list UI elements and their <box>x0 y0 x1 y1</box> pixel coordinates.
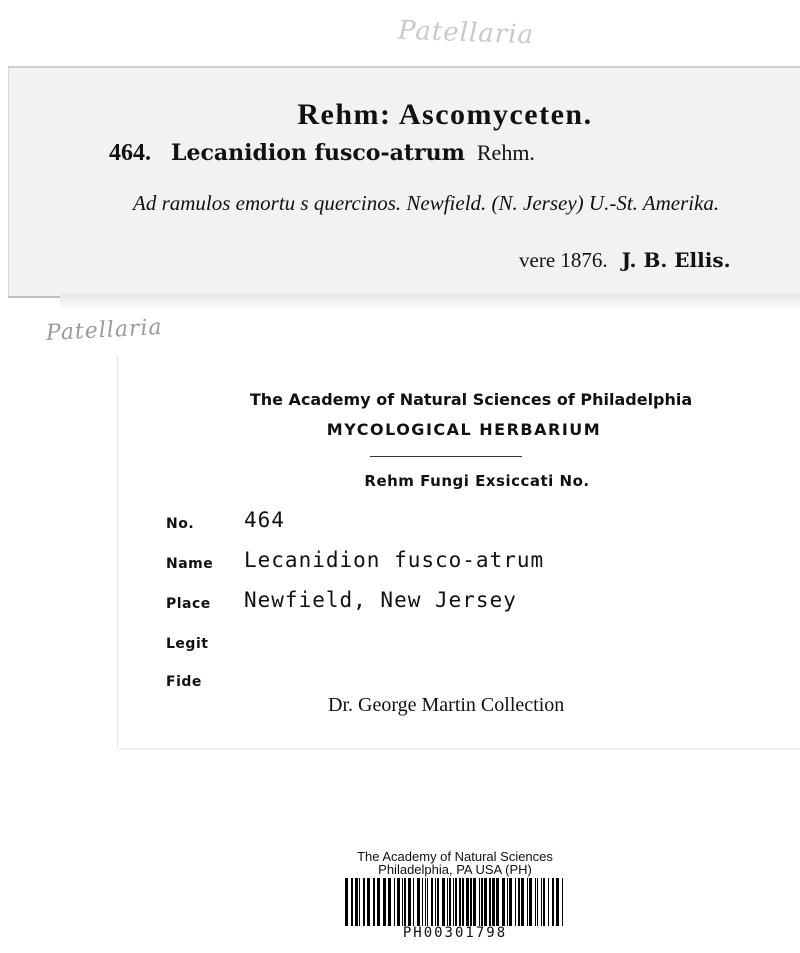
old-label-locality-text: Ad ramulos emortu s quercinos. Newfield. (N. Jersey) U.-St. Amerika. <box>133 191 720 215</box>
old-label-date-line <box>519 248 731 273</box>
barcode-bar <box>427 878 428 926</box>
barcode-bar <box>496 878 499 926</box>
barcode-bar <box>552 878 554 926</box>
divider <box>370 456 522 457</box>
barcode-bar <box>548 878 549 926</box>
old-label-number: 464. <box>109 140 151 166</box>
barcode-bar <box>473 878 476 926</box>
barcode-bar <box>388 878 391 926</box>
barcode-bar <box>345 878 348 926</box>
collection-name: Dr. George Martin Collection <box>328 694 565 716</box>
label-shadow <box>60 294 800 310</box>
barcode-bar <box>425 878 426 926</box>
barcode-bar <box>492 878 495 926</box>
herbarium-name: MYCOLOGICAL HERBARIUM <box>326 420 602 439</box>
barcode-bar <box>417 878 420 926</box>
barcode-bar <box>404 878 406 926</box>
barcode-bar <box>481 878 483 926</box>
academy-herbarium-label <box>118 356 800 748</box>
barcode-bar <box>562 878 563 926</box>
barcode-bar <box>431 878 433 926</box>
barcode-bar <box>359 878 360 926</box>
barcode-bar <box>408 878 411 926</box>
barcode-bar <box>435 878 436 926</box>
barcode-bar <box>422 878 423 926</box>
barcode-bar <box>363 878 365 926</box>
institution-name: The Academy of Natural Sciences of Philadelphia <box>249 390 693 409</box>
barcode-location: Philadelphia, PA USA (PH) <box>378 862 532 877</box>
barcode-bar <box>527 878 528 926</box>
barcode-bar <box>462 878 464 926</box>
barcode-bar <box>455 878 457 926</box>
barcode-bar <box>470 878 472 926</box>
barcode-block <box>340 850 570 940</box>
barcode-bar <box>351 878 353 926</box>
old-label-date: vere 1876. <box>519 248 608 272</box>
barcode-bar <box>529 878 532 926</box>
barcode-bar <box>373 878 375 926</box>
field-label-place: Place <box>166 596 211 612</box>
barcode-bar <box>521 878 524 926</box>
barcode-bar <box>449 878 451 926</box>
barcode-bar <box>518 878 520 926</box>
barcode-bar <box>437 878 439 926</box>
field-label-name: Name <box>166 556 214 572</box>
barcode-bar <box>402 878 403 926</box>
series-title: Rehm Fungi Exsiccati No. <box>364 472 590 490</box>
barcode-bar <box>541 878 542 926</box>
barcode-number: PH00301798 <box>402 925 508 941</box>
field-label-no: No. <box>166 516 195 532</box>
old-label-locality <box>105 190 785 216</box>
handwritten-note-top: Patellaria <box>397 15 535 51</box>
field-label-fide: Fide <box>166 674 202 690</box>
barcode-bar <box>543 878 545 926</box>
barcode-bar <box>394 878 395 926</box>
barcode-bar <box>377 878 380 926</box>
barcode-bar <box>355 878 358 926</box>
barcode-bar <box>515 878 516 926</box>
barcode-bar <box>466 878 469 926</box>
barcode-bar <box>489 878 491 926</box>
field-value-place: Newfield, New Jersey <box>244 588 517 612</box>
barcode-bar <box>447 878 448 926</box>
barcode-bar <box>509 878 512 926</box>
barcode-institution: The Academy of Natural Sciences <box>357 849 553 864</box>
field-value-no: 464 <box>244 508 285 532</box>
barcode-bar <box>556 878 559 926</box>
field-value-name: Lecanidion fusco-atrum <box>244 548 545 572</box>
barcode-bar <box>453 878 454 926</box>
old-label-species: Lecanidion fusco-atrum <box>171 140 465 166</box>
barcode-bar <box>484 878 487 926</box>
barcode-bar <box>367 878 370 926</box>
barcode-image <box>343 878 567 926</box>
barcode-bar <box>413 878 414 926</box>
barcode-bar <box>535 878 536 926</box>
old-label-author: Rehm. <box>476 140 535 165</box>
barcode-bar <box>502 878 505 926</box>
barcode-bar <box>459 878 461 926</box>
field-label-legit: Legit <box>166 636 209 652</box>
barcode-bar <box>479 878 480 926</box>
old-label-species-line <box>109 140 535 167</box>
barcode-bar <box>537 878 538 926</box>
old-label-collector: J. B. Ellis. <box>621 248 731 272</box>
barcode-bar <box>442 878 445 926</box>
barcode-bar <box>383 878 386 926</box>
barcode-bar <box>507 878 508 926</box>
barcode-bar <box>397 878 400 926</box>
old-label-title: Rehm: Ascomyceten. <box>297 98 593 131</box>
handwritten-note-middle: Patellaria <box>45 314 164 347</box>
old-printed-label <box>8 66 800 298</box>
